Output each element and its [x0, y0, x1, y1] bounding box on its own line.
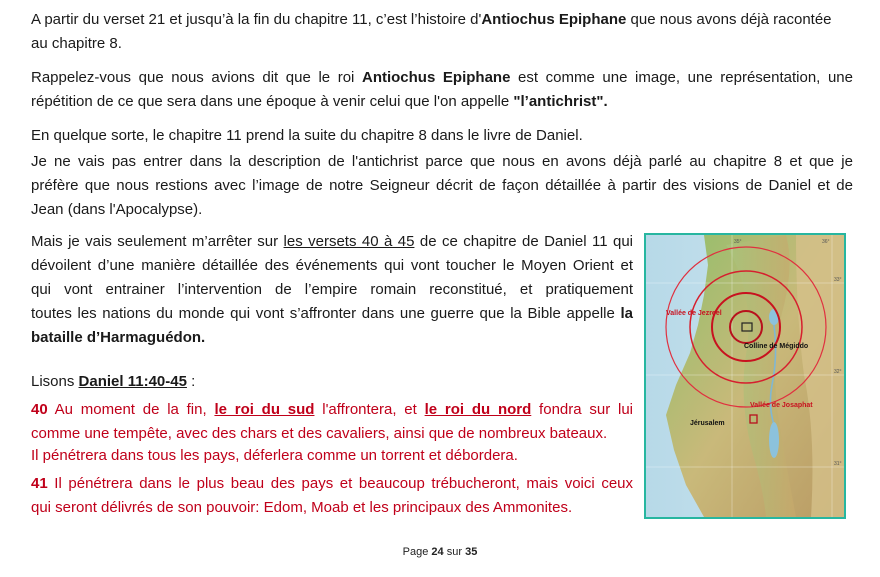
paragraph-1-line-2: au chapitre 8.	[31, 35, 122, 52]
paragraph-5-line-1: Mais je vais seulement m’arrêter sur les versets 40 à 45 de ce chapitre de Daniel 11 qui	[31, 233, 634, 250]
paragraph-5-line-4: toutes les nations du monde qui vont s’affronter dans une guerre que la Bible appelle la	[31, 305, 633, 322]
king-of-south: le roi du sud	[214, 401, 315, 418]
label-vallee-jezreel: Vallée de Jezreel	[666, 310, 722, 317]
dead-sea	[769, 422, 779, 458]
page-number: 24	[431, 546, 444, 558]
paragraph-2-line-2: répétition de ce que sera dans une époque à venir celui que l'on appelle "l’antichrist".	[31, 93, 608, 110]
verses-40-45-link[interactable]: les versets 40 à 45	[283, 233, 415, 250]
paragraph-5-line-3: qui vont entrainer l’intervention de l’empire romain reconstitué, et pratiquement	[31, 281, 633, 298]
page-footer: Page 24 sur 35	[402, 546, 478, 558]
verse-40-line-2: comme une tempête, avec des chars et des cavaliers, ainsi que de nombreux bateaux.	[31, 425, 608, 442]
label-colline-megiddo: Colline de Mégiddo	[744, 343, 809, 350]
verse-41-line-2: qui seront délivrés de son pouvoir: Edom, Moab et les principaux des Ammonites.	[31, 499, 573, 516]
label-jerusalem: Jérusalem	[690, 420, 725, 427]
paragraph-4-line-2: préfère que nous restions avec l’image de notre Seigneur décrit de façon détaillée à partir des visions de Daniel et de	[31, 177, 853, 194]
page-total: 35	[465, 546, 478, 558]
paragraph-2-line-1: Rappelez-vous que nous avions dit que le roi Antiochus Epiphane est comme une image, une représentation, une	[31, 69, 853, 86]
paragraph-5-line-5: bataille d’Harmaguédon.	[31, 329, 206, 346]
israel-map	[644, 233, 846, 519]
verse-40-line-3: Il pénétrera dans tous les pays, déferlera comme un torrent et débordera.	[31, 447, 518, 464]
paragraph-1-line-1: A partir du verset 21 et jusqu’à la fin du chapitre 11, c’est l’histoire d'Antiochus Epiphane que nous avons déjà racontée	[31, 11, 832, 28]
paragraph-3: En quelque sorte, le chapitre 11 prend la suite du chapitre 8 dans le livre de Daniel.	[31, 127, 583, 144]
verse-41-line-1: 41 Il pénétrera dans le plus beau des pays et beaucoup trébucheront, mais voici ceux	[31, 475, 633, 492]
paragraph-5-line-2: dévoilent d’une manière détaillée des événements qui vont toucher le Moyen Orient et	[31, 257, 633, 274]
tick-lat-31: 31°	[834, 461, 842, 467]
verse-41-number: 41	[31, 475, 48, 492]
paragraph-4-line-1: Je ne vais pas entrer dans la description de l'antichrist parce que nous en avons déjà parlé au chapitre 8 et que je	[31, 153, 853, 170]
tick-lat-33: 33°	[834, 277, 842, 283]
tick-lat-32: 32°	[834, 369, 842, 375]
verse-40-line-1: 40 Au moment de la fin, le roi du sud l'affrontera, et le roi du nord fondra sur lui	[31, 401, 633, 418]
daniel-reference-link[interactable]: Daniel 11:40-45	[78, 373, 187, 390]
label-vallee-josaphat: Vallée de Josaphat	[750, 402, 813, 409]
israel-map-image	[646, 235, 844, 517]
reading-intro: Lisons Daniel 11:40-45 :	[31, 373, 196, 390]
king-of-north: le roi du nord	[424, 401, 532, 418]
tick-35: 35°	[734, 239, 742, 245]
verse-40-number: 40	[31, 401, 48, 418]
tick-36: 36°	[822, 239, 830, 245]
paragraph-4-line-3: Jean (dans l'Apocalypse).	[31, 201, 203, 218]
